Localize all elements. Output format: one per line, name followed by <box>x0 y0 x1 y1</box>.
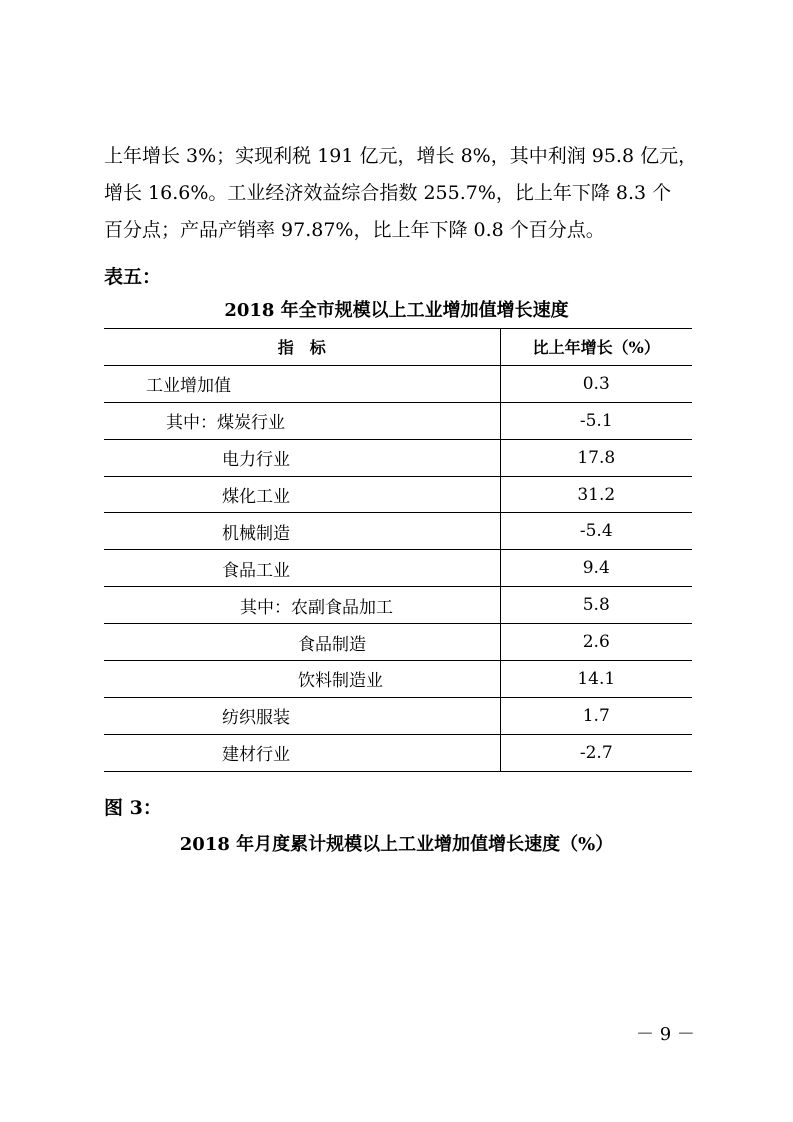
paragraph-line: 百分点；产品产销率 97.87%，比上年下降 0.8 个百分点。 <box>104 219 605 241</box>
indicator-name: 食品制造 <box>104 624 500 661</box>
table-row <box>104 402 692 439</box>
indicator-name: 煤化工业 <box>104 476 500 513</box>
table-body <box>104 365 692 771</box>
table-row <box>104 476 692 513</box>
indicator-name: 其中：农副食品加工 <box>104 587 500 624</box>
growth-value: 0.3 <box>500 365 692 402</box>
figure-label: 图 3： <box>104 797 162 819</box>
growth-value: 2.6 <box>500 624 692 661</box>
table-row <box>104 439 692 476</box>
growth-value: 9.4 <box>500 550 692 587</box>
growth-value: -5.1 <box>500 402 692 439</box>
growth-value: 1.7 <box>500 697 692 734</box>
table-label: 表五： <box>104 266 162 288</box>
table-row <box>104 587 692 624</box>
paragraph-line: 上年增长 3%；实现利税 191 亿元，增长 8%，其中利润 95.8 亿元， <box>104 145 698 167</box>
growth-value: 5.8 <box>500 587 692 624</box>
table-row <box>104 513 692 550</box>
indicator-name: 饮料制造业 <box>104 661 500 698</box>
growth-value: 14.1 <box>500 661 692 698</box>
indicator-name: 食品工业 <box>104 550 500 587</box>
indicator-name: 电力行业 <box>104 439 500 476</box>
growth-value: 31.2 <box>500 476 692 513</box>
table-title: 2018 年全市规模以上工业增加值增长速度 <box>224 300 569 321</box>
indicator-name: 其中：煤炭行业 <box>104 402 500 439</box>
growth-value: -2.7 <box>500 734 692 771</box>
paragraph-line: 增长 16.6%。工业经济效益综合指数 255.7%，比上年下降 8.3 个 <box>104 182 672 204</box>
table-header-row <box>104 329 692 366</box>
figure-title: 2018 年月度累计规模以上工业增加值增长速度（%） <box>179 834 614 855</box>
indicator-name: 机械制造 <box>104 513 500 550</box>
indicator-name: 建材行业 <box>104 734 500 771</box>
indicator-name: 工业增加值 <box>104 365 500 402</box>
growth-value: -5.4 <box>500 513 692 550</box>
table-row <box>104 365 692 402</box>
table-row <box>104 697 692 734</box>
table-row <box>104 550 692 587</box>
table-row <box>104 734 692 771</box>
column-header-indicator: 指 标 <box>104 329 500 366</box>
indicator-name: 纺织服装 <box>104 697 500 734</box>
table-row <box>104 624 692 661</box>
page-number: － 9 － <box>636 1024 695 1045</box>
growth-value: 17.8 <box>500 439 692 476</box>
body-paragraph <box>104 138 698 249</box>
growth-table <box>104 328 692 772</box>
table-row <box>104 661 692 698</box>
column-header-growth: 比上年增长（%） <box>500 329 692 366</box>
